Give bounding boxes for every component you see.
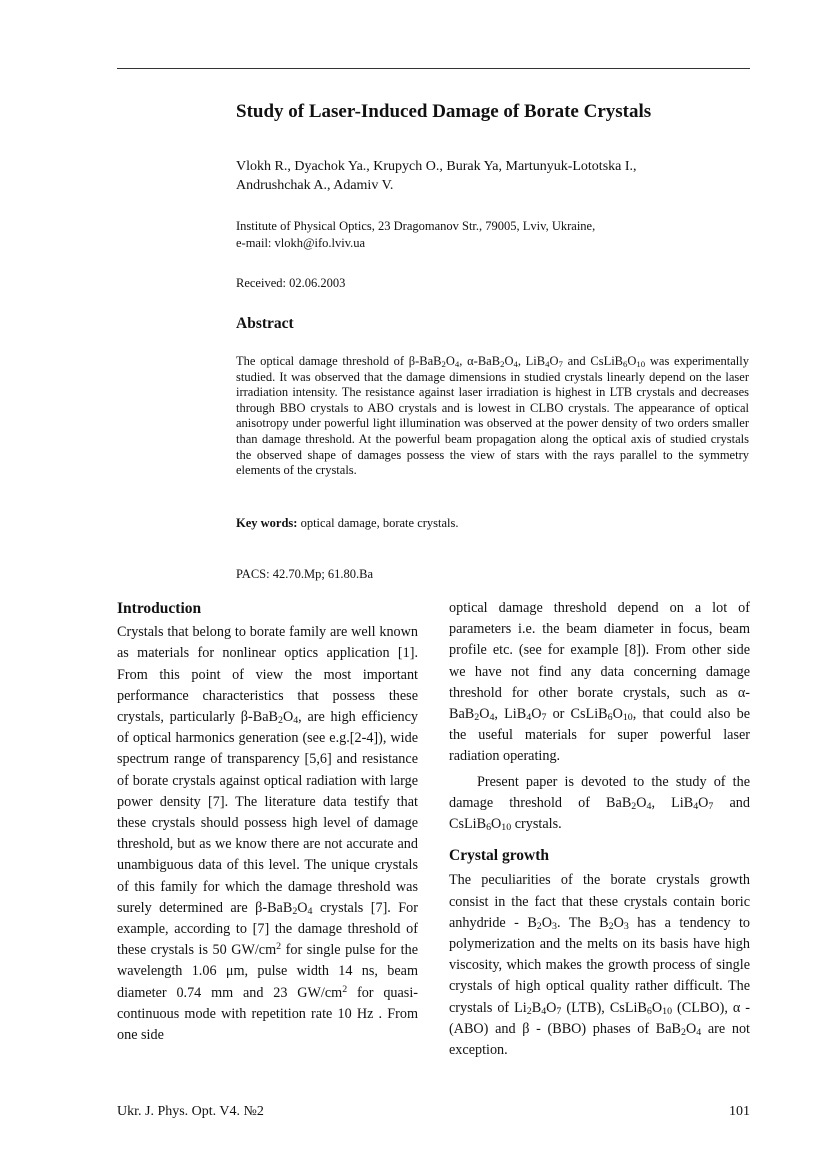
authors-line-2: Andrushchak A., Adamiv V. xyxy=(236,178,394,193)
crystal-growth-paragraph: The peculiarities of the borate crystals growth consist in the fact that these crystals contain boric anhydride - $B_2O_3$. The $B_2O_3$ has a tendency to polymerization and the melts on its basis have high viscosity, which makes the growth process of single crystals of high optical quality rather difficult. The crystals of $Li_2B_4O_7$ (LTB), $CsLiB_6O_{10}$ (CLBO), α - (ABO) and β - (BBO) phases of $BaB_2O_4$ are not exception. xyxy=(449,872,751,1059)
abstract-heading: Abstract xyxy=(236,315,294,332)
abstract-text: The optical damage threshold of $\beta-BaB_2O_4$, $\alpha-BaB_2O_4$, $LiB_4O_7$ and $CsLiB_6O_{10}$ was experimentally studied. It was observed that the damage dimensions in studied crystals linearly depend on the laser irradiation intensity. The resistance against laser irradiation is highest in LTB crystals and decreases through BBO crystals to ABO crystals and is lowest in CLBO crystals. The appearance of optical anisotropy under powerful light illumination was observed at the power density of two orders smaller than damage threshold. At the powerful beam propagation along the optical axis of studied crystals the observed shape of damages possess the view of stars with the rays parallel to the symmetry elements of the crystals. xyxy=(236,354,749,478)
affiliation xyxy=(236,218,706,252)
present-paper-paragraph: Present paper is devoted to the study of the damage threshold of $BaB_2O_4$, $LiB_4O_7$ and $CsLiB_6O_{10}$ crystals. xyxy=(449,773,750,834)
journal-footer: Ukr. J. Phys. Opt. V4. №2 xyxy=(117,1104,264,1119)
introduction-paragraph: Crystals that belong to borate family are well known as materials for nonlinear optics application [1]. From this point of view the most important performance characteristics that possess these crystals, particularly $\beta-BaB_2O_4$, are high efficiency of optical harmonics generation (see e.g.[2-4]), wide spectrum range of transparency [5,6] and resistance of borate crystals against optical radiation with large power density [7]. The literature data testify that these crystals should possess high level of damage threshold, but as we know there are not accurate and unambiguous data of this level. The unique crystals of this family for which the damage threshold was surely determined are $\beta-BaB_2O_4$ crystals [7]. For example, according to [7] the damage threshold of these crystals is 50 $GW/cm^2$ for single pulse for the wavelength 1.06 μm, pulse width 14 ns, beam diameter 0.74 mm and 23 $GW/cm^2$ for quasi-continuous mode with repetition rate 10 Hz . From one side xyxy=(117,624,418,1044)
authors-line-1: Vlokh R., Dyachok Ya., Krupych O., Burak Ya, Martunyuk-Lototska I., xyxy=(236,159,637,174)
authors xyxy=(236,157,706,195)
header-rule xyxy=(117,68,750,69)
page-number: 101 xyxy=(729,1104,750,1119)
received-date: Received: 02.06.2003 xyxy=(236,276,346,290)
section-heading-introduction: Introduction xyxy=(117,600,202,617)
affiliation-line-1: Institute of Physical Optics, 23 Dragomanov Str., 79005, Lviv, Ukraine, xyxy=(236,219,596,233)
section-heading-crystal-growth: Crystal growth xyxy=(449,847,550,865)
keywords xyxy=(236,516,749,531)
pacs-codes: PACS: 42.70.Mp; 61.80.Ba xyxy=(236,567,374,581)
keywords-text: optical damage, borate crystals. xyxy=(297,516,459,530)
introduction-continued-paragraph: optical damage threshold depend on a lot of parameters i.e. the beam diameter in focus, beam profile etc. (see for example [8]). From other side we have not find any data concerning damage threshold for other borate crystals, such as $\alpha-BaB_2O_4$, $LiB_4O_7$ or $CsLiB_6O_{10}$, that could also be the useful materials for super powerful laser radiation operating. xyxy=(449,600,751,765)
left-column xyxy=(117,598,418,1046)
paper-title: Study of Laser-Induced Damage of Borate Crystals xyxy=(236,101,652,122)
right-column xyxy=(449,598,750,1061)
keywords-label: Key words: xyxy=(236,516,298,530)
affiliation-line-2: e-mail: vlokh@ifo.lviv.ua xyxy=(236,236,366,250)
